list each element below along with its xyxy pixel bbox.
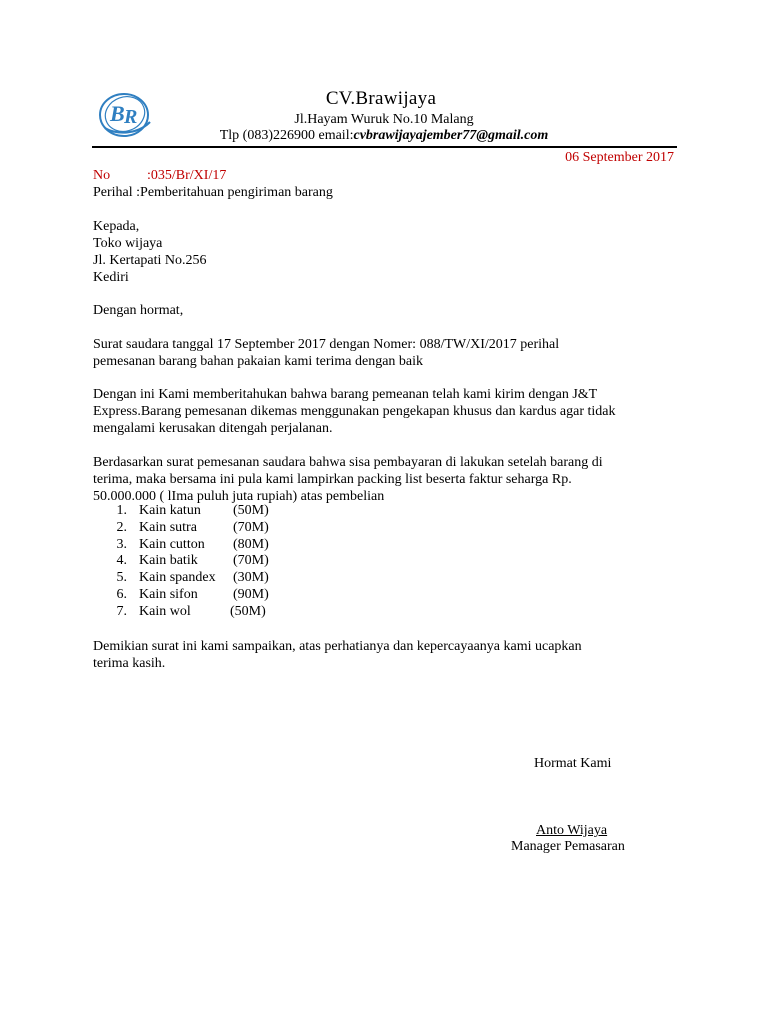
svg-text:R: R — [124, 106, 138, 128]
recipient-line: Kediri — [93, 270, 129, 285]
closing-line: Demikian surat ini kami sampaikan, atas perhatianya dan kepercayaanya kami ucapkan — [93, 639, 582, 654]
signature-greeting: Hormat Kami — [534, 756, 612, 771]
paragraph-line: Dengan ini Kami memberitahukan bahwa barang pemeanan telah kami kirim dengan J&T — [93, 387, 598, 402]
paragraph-line: terima, maka bersama ini pula kami lampirkan packing list beserta faktur seharga Rp. — [93, 472, 572, 487]
recipient-line: Kepada, — [93, 219, 140, 234]
email-text: cvbrawijayajember77@gmail.com — [353, 128, 549, 143]
list-item-number: 5. — [116, 570, 127, 585]
list-item-qty: (70M) — [233, 553, 269, 568]
list-item-name: Kain cutton — [139, 537, 205, 552]
signatory-name: Anto Wijaya — [536, 823, 608, 838]
list-item-qty: (30M) — [233, 570, 269, 585]
company-contact — [0, 128, 768, 144]
list-item-number: 1. — [116, 503, 127, 518]
list-item-qty: (50M) — [230, 604, 266, 619]
signatory-title: Manager Pemasaran — [511, 839, 625, 854]
list-item-number: 2. — [116, 520, 127, 535]
paragraph-line: mengalami kerusakan ditengah perjalanan. — [93, 421, 333, 436]
list-item-qty: (80M) — [233, 537, 269, 552]
list-item-name: Kain sutra — [139, 520, 197, 535]
letter-subject: Perihal :Pemberitahuan pengiriman barang — [93, 185, 333, 200]
list-item-number: 7. — [116, 604, 127, 619]
list-item-number: 6. — [116, 587, 127, 602]
paragraph-line: 50.000.000 ( lIma puluh juta rupiah) atas pembelian — [93, 489, 385, 504]
letter-number-label: No — [93, 168, 111, 183]
list-item-number: 3. — [116, 537, 127, 552]
phone-text: Tlp (083)226900 email: — [219, 128, 354, 143]
paragraph-line: Express.Barang pemesanan dikemas menggunakan pengekapan khusus dan kardus agar tidak — [93, 404, 616, 419]
closing-line: terima kasih. — [93, 656, 166, 671]
paragraph-line: pemesanan barang bahan pakaian kami terima dengan baik — [93, 354, 424, 369]
list-item-name: Kain spandex — [139, 570, 216, 585]
list-item-name: Kain katun — [139, 503, 201, 518]
list-item-name: Kain wol — [139, 604, 191, 619]
paragraph-line: Surat saudara tanggal 17 September 2017 dengan Nomer: 088/TW/XI/2017 perihal — [93, 337, 560, 352]
letter-number-value: :035/Br/XI/17 — [147, 168, 227, 183]
company-name: CV.Brawijaya — [325, 88, 437, 109]
list-item-number: 4. — [116, 553, 127, 568]
letter-date: 06 September 2017 — [565, 150, 674, 165]
recipient-line: Toko wijaya — [93, 236, 163, 251]
salutation: Dengan hormat, — [93, 303, 184, 318]
list-item-qty: (50M) — [233, 503, 269, 518]
paragraph-line: Berdasarkan surat pemesanan saudara bahwa sisa pembayaran di lakukan setelah barang di — [93, 455, 603, 470]
company-address: Jl.Hayam Wuruk No.10 Malang — [294, 112, 474, 127]
list-item-qty: (70M) — [233, 520, 269, 535]
list-item-name: Kain sifon — [139, 587, 198, 602]
recipient-line: Jl. Kertapati No.256 — [93, 253, 207, 268]
letterhead-divider — [92, 146, 677, 148]
list-item-name: Kain batik — [139, 553, 198, 568]
list-item-qty: (90M) — [233, 587, 269, 602]
svg-text:B: B — [110, 101, 125, 126]
